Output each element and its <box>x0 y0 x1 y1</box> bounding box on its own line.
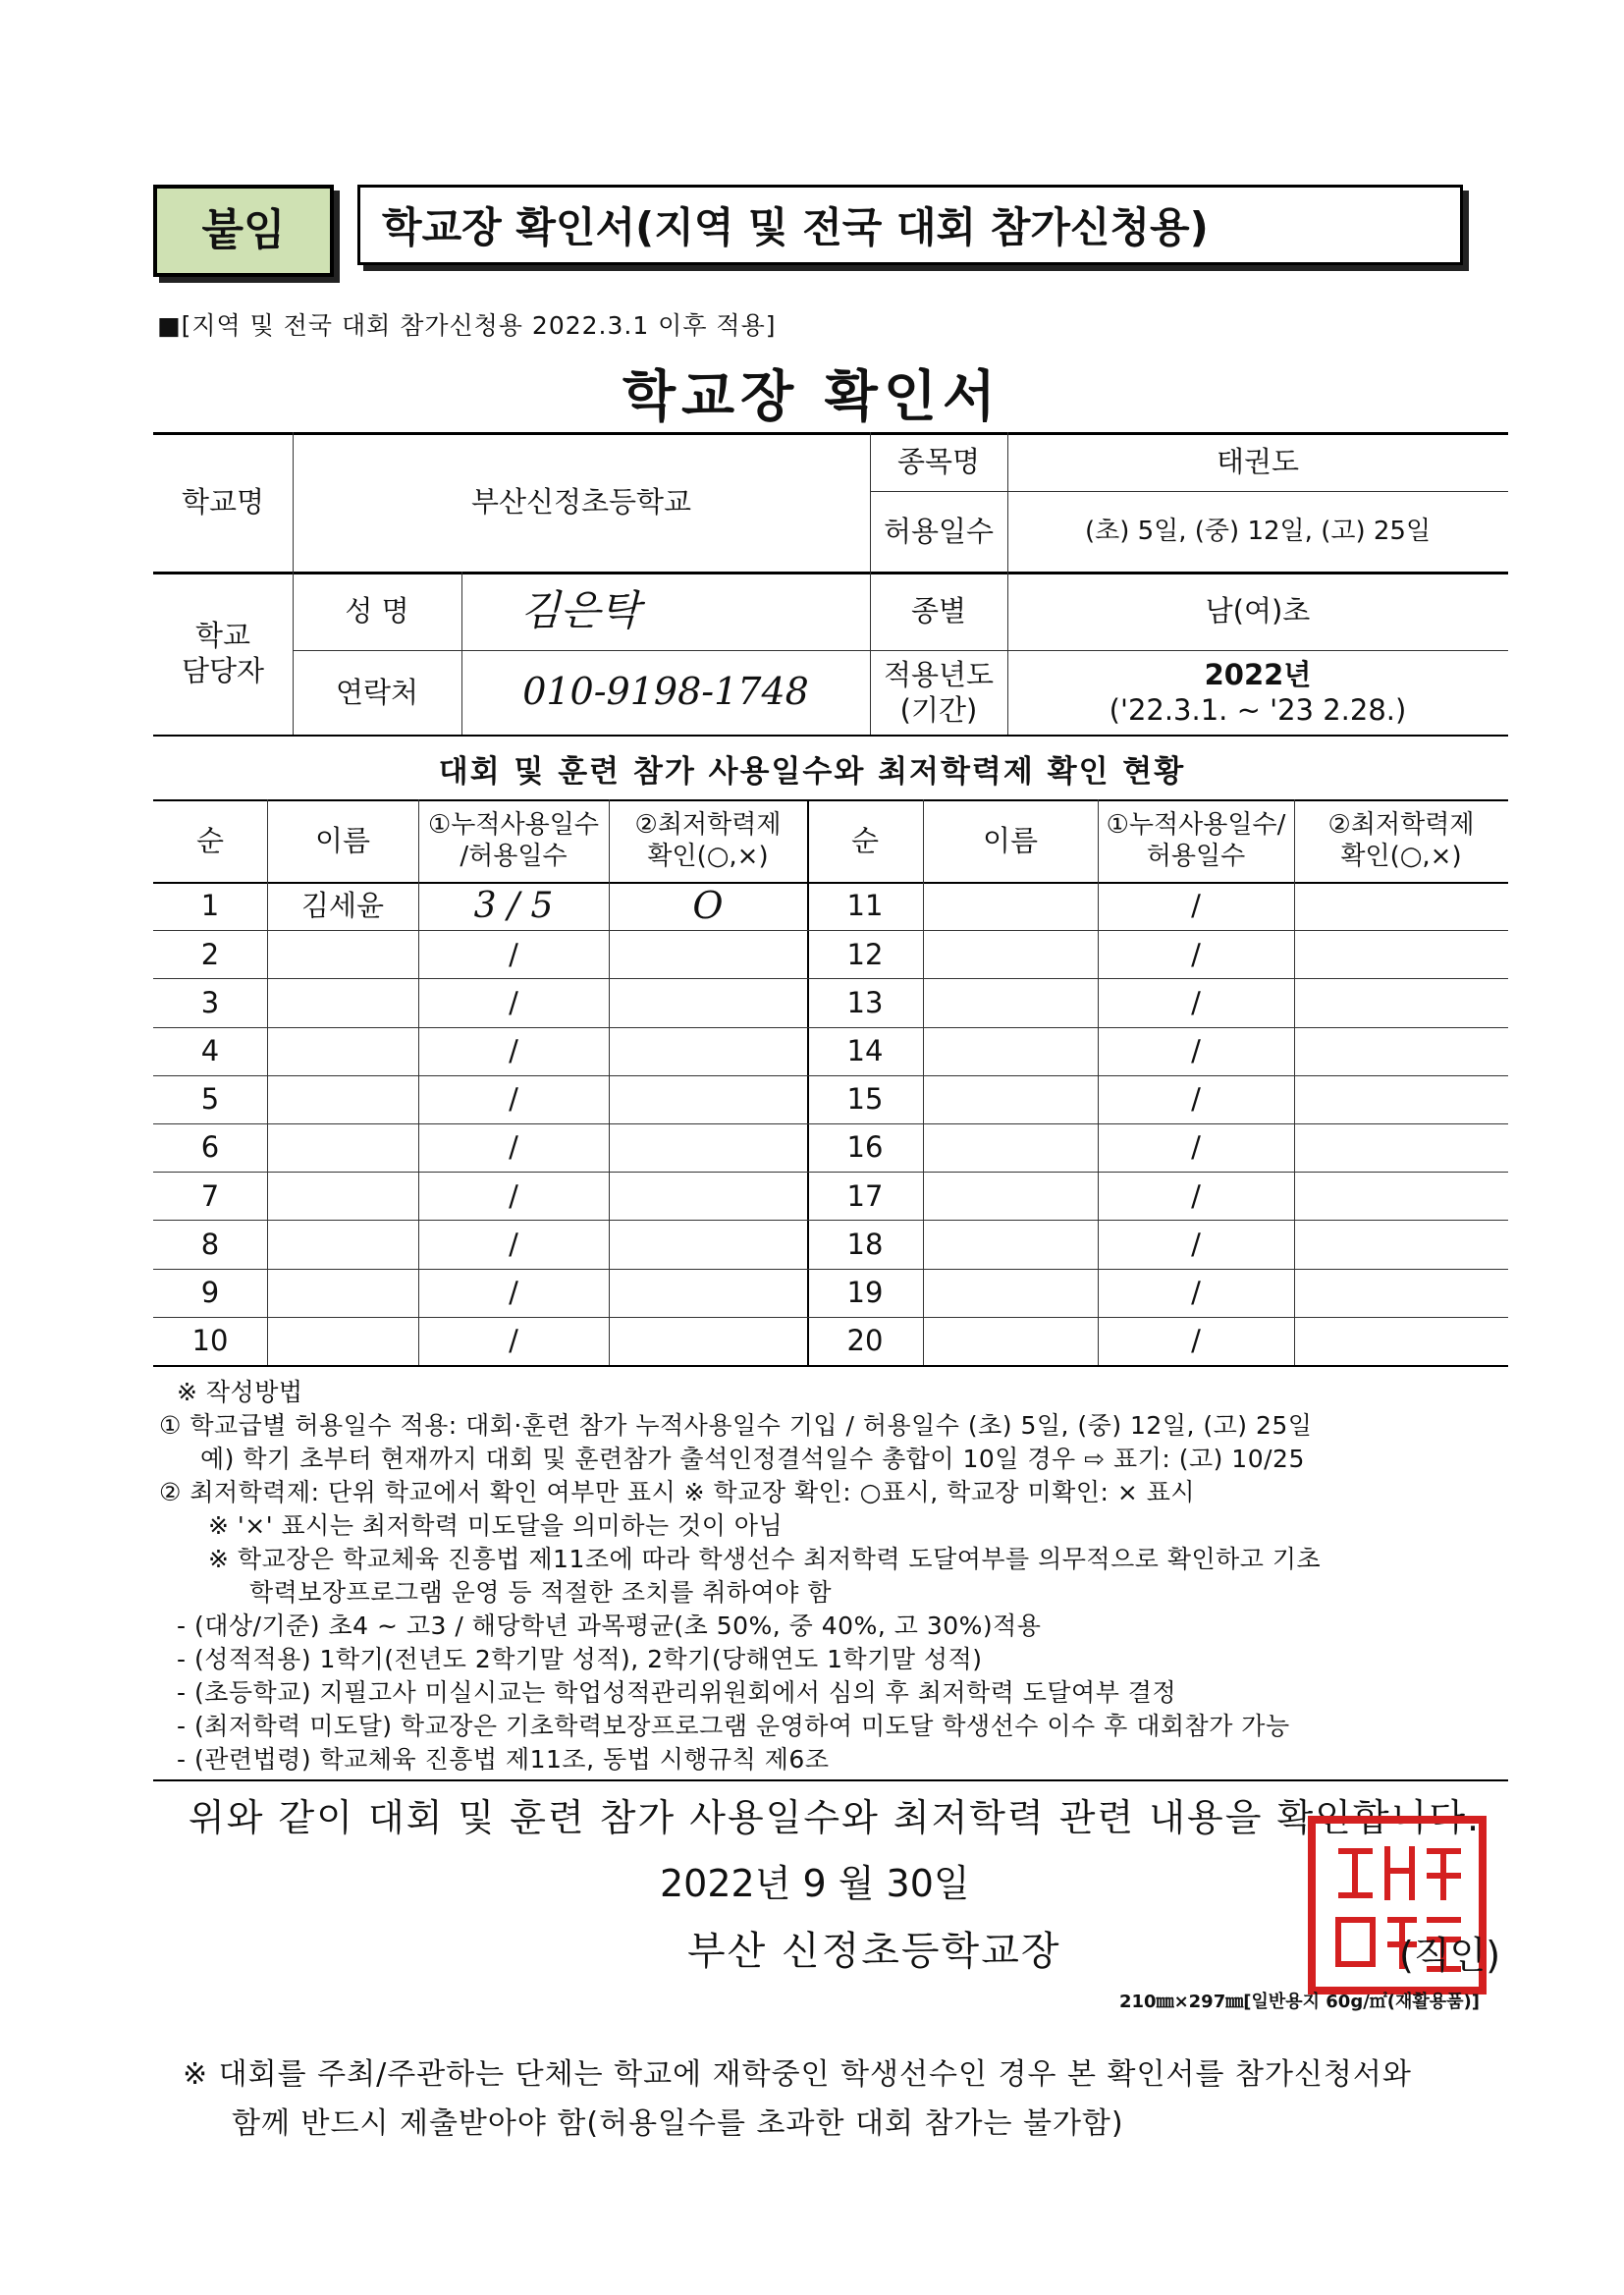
row-name-left <box>267 930 418 978</box>
row-name-left <box>267 1269 418 1317</box>
col-header-days-right-1: ①누적사용일수/ <box>1106 809 1286 840</box>
school-value: 부산신정초등학교 <box>470 484 692 519</box>
row-acad-right <box>1294 1317 1508 1365</box>
row-name-right <box>923 1027 1098 1075</box>
row-name-left <box>267 1075 418 1123</box>
staff-name-value: 김은탁 <box>520 585 640 634</box>
gender-value: 남(여)초 <box>1205 593 1311 628</box>
col-header-acad-left-1: ②최저학력제 <box>634 809 782 840</box>
year-label-1: 적용년도 <box>883 657 995 691</box>
row-no-left: 7 <box>200 1178 220 1213</box>
note-7: - (대상/기준) 초4 ~ 고3 / 해당학년 과목평균(초 50%, 중 40%, 고 30%)적용 <box>177 1612 1042 1640</box>
row-acad-left <box>609 1123 807 1172</box>
note-3: ② 최저학력제: 단위 학교에서 확인 여부만 표시 ※ 학교장 확인: ○표시, 학교장 미확인: × 표시 <box>159 1478 1196 1506</box>
row-days-right: / <box>1191 1130 1201 1165</box>
note-5: ※ 학교장은 학교체육 진흥법 제11조에 따라 학생선수 최저학력 도달여부를 의무적으로 확인하고 기초 <box>208 1545 1322 1573</box>
row-no-left: 3 <box>200 985 220 1019</box>
row-days-right: / <box>1191 889 1201 923</box>
note-9: - (초등학교) 지필고사 미실시교는 학업성적관리위원회에서 심의 후 최저학력 도달여부 결정 <box>177 1678 1177 1707</box>
row-acad-left <box>609 930 807 978</box>
note-2: 예) 학기 초부터 현재까지 대회 및 훈련참가 출석인정결석일수 총합이 10일 경우 ⇨ 표기: (고) 10/25 <box>200 1445 1305 1473</box>
row-acad-left <box>609 1075 807 1123</box>
note-11: - (관련법령) 학교체육 진흥법 제11조, 동법 시행규칙 제6조 <box>177 1745 830 1774</box>
row-no-left: 2 <box>200 937 220 971</box>
principal-name: 부산 신정초등학교장 <box>687 1929 1061 1974</box>
row-acad-left: O <box>692 883 724 927</box>
col-header-acad-right-2: 확인(○,×) <box>1340 842 1462 871</box>
col-header-days-left <box>418 799 609 882</box>
col-header-days-left-2: /허용일수 <box>460 842 568 871</box>
document-title: 학교장 확인서 <box>622 365 1002 429</box>
row-name-right <box>923 1220 1098 1268</box>
paper-spec: 210㎜×297㎜[일반용지 60g/㎡(재활용품)] <box>1119 1992 1481 2012</box>
note-8: - (성적적용) 1학기(전년도 2학기말 성적), 2학기(당해연도 1학기말 성적) <box>177 1645 983 1673</box>
row-name-left: 김세윤 <box>300 889 385 923</box>
footnote-line-1: ※ 대회를 주최/주관하는 단체는 학교에 재학중인 학생선수인 경우 본 확인서를 참가신청서와 <box>183 2057 1412 2092</box>
row-days-left: / <box>509 985 518 1019</box>
event-value: 태권도 <box>1216 444 1300 478</box>
col-header-days-right-2: 허용일수 <box>1146 842 1246 871</box>
school-label: 학교명 <box>181 484 265 519</box>
row-days-left: / <box>509 1082 518 1117</box>
row-acad-right <box>1294 1269 1508 1317</box>
row-days-right: / <box>1191 1227 1201 1261</box>
footnote-line-2: 함께 반드시 제출받아야 함(허용일수를 초과한 대회 참가는 불가함) <box>232 2106 1124 2141</box>
col-header-name-right: 이름 <box>982 823 1039 857</box>
row-days-left: / <box>509 937 518 971</box>
row-name-right <box>923 1075 1098 1123</box>
contact-value: 010-9198-1748 <box>522 670 809 714</box>
row-acad-right <box>1294 1123 1508 1172</box>
confirm-text: 위와 같이 대회 및 훈련 참가 사용일수와 최저학력 관련 내용을 확인합니다. <box>189 1796 1482 1839</box>
year-value-text: 2022년 <box>1204 657 1312 691</box>
row-acad-right <box>1294 1027 1508 1075</box>
col-header-days-right <box>1098 799 1294 882</box>
allowed-value: (초) 5일, (중) 12일, (고) 25일 <box>1084 516 1432 546</box>
row-acad-left <box>609 1172 807 1220</box>
row-no-right: 13 <box>846 985 884 1019</box>
row-no-left: 1 <box>200 889 220 923</box>
notice-text: ■[지역 및 전국 대회 참가신청용 2022.3.1 이후 적용] <box>157 311 777 340</box>
col-header-acad-left <box>609 799 807 882</box>
row-days-right: / <box>1191 1178 1201 1213</box>
gender-label: 종별 <box>910 593 967 628</box>
footnote <box>183 2050 1412 2149</box>
row-acad-right <box>1294 882 1508 930</box>
row-name-right <box>923 978 1098 1026</box>
row-days-left: / <box>509 1130 518 1165</box>
row-days-right: / <box>1191 1324 1201 1358</box>
row-name-left <box>267 1317 418 1365</box>
row-name-right <box>923 882 1098 930</box>
row-acad-left <box>609 978 807 1026</box>
row-days-left: / <box>509 1227 518 1261</box>
row-no-left: 8 <box>200 1227 220 1261</box>
attachment-tag: 붙임 <box>153 185 334 277</box>
row-acad-left <box>609 1317 807 1365</box>
period-value: ('22.3.1. ~ '23 2.28.) <box>1109 693 1407 727</box>
note-1: ① 학교급별 허용일수 적용: 대회·훈련 참가 누적사용일수 기입 / 허용일수 (초) 5일, (중) 12일, (고) 25일 <box>159 1411 1313 1440</box>
note-0: ※ 작성방법 <box>177 1378 303 1406</box>
row-days-left: / <box>509 1034 518 1068</box>
row-days-left: / <box>509 1276 518 1310</box>
allowed-label: 허용일수 <box>883 514 995 548</box>
row-days-right: / <box>1191 1082 1201 1117</box>
row-no-left: 4 <box>200 1034 220 1068</box>
row-name-left <box>267 1172 418 1220</box>
name-label: 성 명 <box>345 593 409 628</box>
header-title: 학교장 확인서(지역 및 전국 대회 참가신청용) <box>357 185 1463 265</box>
row-name-left <box>267 1027 418 1075</box>
row-name-left <box>267 1220 418 1268</box>
staff-label-2: 담당자 <box>181 654 265 687</box>
col-header-acad-left-2: 확인(○,×) <box>647 842 769 871</box>
staff-label-1: 학교 <box>194 618 251 652</box>
row-days-right: / <box>1191 1034 1201 1068</box>
row-acad-left <box>609 1269 807 1317</box>
row-acad-right <box>1294 1075 1508 1123</box>
row-no-left: 9 <box>200 1276 220 1310</box>
row-no-right: 14 <box>846 1034 884 1068</box>
col-header-no-right: 순 <box>850 823 879 857</box>
row-no-right: 20 <box>846 1324 884 1358</box>
row-days-right: / <box>1191 937 1201 971</box>
row-no-right: 15 <box>846 1082 884 1117</box>
date-text: 2022년 9 월 30일 <box>660 1862 970 1905</box>
row-no-right: 11 <box>846 889 884 923</box>
row-name-right <box>923 1269 1098 1317</box>
section-title: 대회 및 훈련 참가 사용일수와 최저학력제 확인 현황 <box>438 754 1186 790</box>
row-no-left: 10 <box>191 1324 229 1358</box>
col-header-no-left: 순 <box>195 823 224 857</box>
event-label: 종목명 <box>896 444 981 478</box>
row-name-right <box>923 1123 1098 1172</box>
row-acad-right <box>1294 930 1508 978</box>
row-no-right: 16 <box>846 1130 884 1165</box>
stamp-label: (직인) <box>1399 1934 1501 1977</box>
row-name-right <box>923 1172 1098 1220</box>
note-10: - (최저학력 미도달) 학교장은 기초학력보장프로그램 운영하여 미도달 학생선수 이수 후 대회참가 가능 <box>177 1712 1290 1740</box>
row-name-left <box>267 1123 418 1172</box>
row-acad-left <box>609 1027 807 1075</box>
row-no-right: 18 <box>846 1227 884 1261</box>
row-no-right: 12 <box>846 937 884 971</box>
col-header-acad-right-1: ②최저학력제 <box>1327 809 1475 840</box>
row-days-left: / <box>509 1178 518 1213</box>
row-no-left: 5 <box>200 1082 220 1117</box>
row-days-right: / <box>1191 1276 1201 1310</box>
contact-label: 연락처 <box>335 675 419 709</box>
row-days-left: / <box>509 1324 518 1358</box>
row-no-left: 6 <box>200 1130 220 1165</box>
col-header-acad-right <box>1294 799 1508 882</box>
row-days-right: / <box>1191 985 1201 1019</box>
note-6: 학력보장프로그램 운영 등 적절한 조치를 취하여야 함 <box>249 1578 832 1607</box>
row-no-right: 17 <box>846 1178 884 1213</box>
row-name-right <box>923 930 1098 978</box>
row-acad-right <box>1294 1172 1508 1220</box>
year-label-2: (기간) <box>899 693 978 727</box>
row-acad-left <box>609 1220 807 1268</box>
row-days-left: 3 / 5 <box>473 886 554 927</box>
row-acad-right <box>1294 1220 1508 1268</box>
row-name-right <box>923 1317 1098 1365</box>
row-name-left <box>267 978 418 1026</box>
row-no-right: 19 <box>846 1276 884 1310</box>
col-header-name-left: 이름 <box>314 823 371 857</box>
note-4: ※ '×' 표시는 최저학력 미도달을 의미하는 것이 아님 <box>208 1511 784 1540</box>
col-header-days-left-1: ①누적사용일수 <box>427 809 599 840</box>
row-acad-right <box>1294 978 1508 1026</box>
